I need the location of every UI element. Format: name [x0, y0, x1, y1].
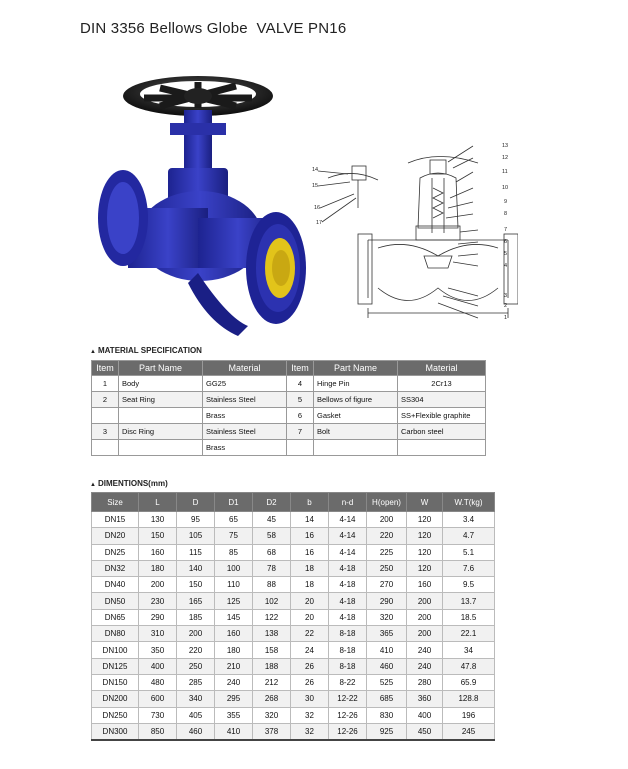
table-cell: 138 [253, 626, 291, 642]
table-cell: 24 [291, 642, 329, 658]
table-cell: 7 [287, 424, 314, 440]
table-cell: DN300 [92, 723, 139, 740]
drawing-label: 12 [502, 155, 509, 161]
table-cell: 160 [407, 577, 443, 593]
header-cell: Item [287, 361, 314, 376]
drawing-label: 14 [312, 167, 319, 173]
table-cell: 180 [215, 642, 253, 658]
table-cell: Body [119, 376, 203, 392]
table-cell: 95 [177, 512, 215, 528]
table-cell: 250 [177, 658, 215, 674]
header-cell: W [407, 493, 443, 512]
table-cell: 225 [367, 544, 407, 560]
header-cell: b [291, 493, 329, 512]
table-cell: 128.8 [443, 691, 495, 707]
table-cell: 4-18 [329, 577, 367, 593]
table-cell: 140 [177, 560, 215, 576]
table-cell: 26 [291, 674, 329, 690]
table-cell: GG25 [203, 376, 287, 392]
table-cell: 12-26 [329, 707, 367, 723]
table-cell: 378 [253, 723, 291, 740]
table-row [92, 512, 495, 528]
table-cell: Disc Ring [119, 424, 203, 440]
table-cell: 75 [215, 528, 253, 544]
header-cell: Part Name [119, 361, 203, 376]
table-cell: Bellows of figure [314, 392, 398, 408]
drawing-label: 9 [504, 199, 508, 205]
table-cell: 122 [253, 609, 291, 625]
table-cell: DN150 [92, 674, 139, 690]
table-cell: 220 [177, 642, 215, 658]
table-cell: 125 [215, 593, 253, 609]
table-cell: 160 [215, 626, 253, 642]
table-cell: DN125 [92, 658, 139, 674]
header-cell: L [139, 493, 177, 512]
table-cell: 525 [367, 674, 407, 690]
table-cell: 268 [253, 691, 291, 707]
table-cell: 285 [177, 674, 215, 690]
table-cell: 18 [291, 577, 329, 593]
table-cell: 480 [139, 674, 177, 690]
drawing-label: 6 [504, 239, 508, 245]
table-cell: 600 [139, 691, 177, 707]
table-row [92, 560, 495, 576]
table-cell: 210 [215, 658, 253, 674]
drawing-label: 15 [312, 183, 319, 189]
table-cell: 14 [291, 512, 329, 528]
table-row [92, 609, 495, 625]
table-cell: 4-14 [329, 544, 367, 560]
drawing-label: 2 [504, 303, 508, 309]
table-cell: DN250 [92, 707, 139, 723]
table-cell: 30 [291, 691, 329, 707]
table-cell: 115 [177, 544, 215, 560]
table-cell: 160 [139, 544, 177, 560]
table-cell: 850 [139, 723, 177, 740]
table-cell: 12-26 [329, 723, 367, 740]
drawing-label: 7 [504, 227, 508, 233]
table-cell: Bolt [314, 424, 398, 440]
table-cell: 120 [407, 512, 443, 528]
table-cell: Gasket [314, 408, 398, 424]
drawing-label: 16 [314, 205, 321, 211]
table-cell: 7.6 [443, 560, 495, 576]
table-cell: 120 [407, 528, 443, 544]
header-cell: Size [92, 493, 139, 512]
table-cell: 200 [139, 577, 177, 593]
table-row [92, 642, 495, 658]
table-cell: 200 [407, 593, 443, 609]
table-cell: 730 [139, 707, 177, 723]
table-cell: 4-18 [329, 593, 367, 609]
table-cell [119, 440, 203, 456]
table-cell: 410 [215, 723, 253, 740]
header-cell: Part Name [314, 361, 398, 376]
table-cell: 340 [177, 691, 215, 707]
table-row [92, 392, 486, 408]
table-cell: 310 [139, 626, 177, 642]
table-cell: DN40 [92, 577, 139, 593]
table-cell: 460 [177, 723, 215, 740]
table-cell: 26 [291, 658, 329, 674]
table-row [92, 376, 486, 392]
table-cell: 78 [253, 560, 291, 576]
table-cell: 200 [407, 609, 443, 625]
header-cell: Material [398, 361, 486, 376]
table-cell: 20 [291, 593, 329, 609]
valve-photo [88, 68, 308, 348]
table-row [92, 674, 495, 690]
table-row [92, 424, 486, 440]
material-table [91, 360, 486, 456]
table-cell: 360 [407, 691, 443, 707]
table-cell: 16 [291, 544, 329, 560]
table-row [92, 544, 495, 560]
table-cell: Stainless Steel [203, 424, 287, 440]
table-cell: 105 [177, 528, 215, 544]
table-row [92, 707, 495, 723]
table-cell: 8-18 [329, 642, 367, 658]
material-section-label: MATERIAL SPECIFICATION [97, 346, 202, 355]
table-cell [119, 408, 203, 424]
table-cell: 925 [367, 723, 407, 740]
table-cell: 47.8 [443, 658, 495, 674]
table-cell: 85 [215, 544, 253, 560]
table-cell [398, 440, 486, 456]
table-row [92, 408, 486, 424]
table-cell: 120 [407, 560, 443, 576]
table-cell: 4-14 [329, 512, 367, 528]
header-cell: Item [92, 361, 119, 376]
table-cell [92, 440, 119, 456]
table-cell: 450 [407, 723, 443, 740]
table-cell: Stainless Steel [203, 392, 287, 408]
table-cell [92, 408, 119, 424]
drawing-label: 3 [504, 293, 508, 299]
table-cell: 8-22 [329, 674, 367, 690]
table-cell: 88 [253, 577, 291, 593]
table-cell: 3.4 [443, 512, 495, 528]
table-cell: 230 [139, 593, 177, 609]
table-cell: DN100 [92, 642, 139, 658]
dimensions-section-label: DIMENTIONS(mm) [97, 479, 168, 488]
table-row [92, 691, 495, 707]
table-cell: 58 [253, 528, 291, 544]
page-title: DIN 3356 Bellows Globe VALVE PN16 [80, 20, 347, 37]
drawing-label: 11 [502, 169, 508, 175]
table-cell: 185 [177, 609, 215, 625]
table-cell: 4 [287, 376, 314, 392]
table-cell: 250 [367, 560, 407, 576]
table-cell: DN200 [92, 691, 139, 707]
table-cell: 165 [177, 593, 215, 609]
drawing-label: 1 [504, 315, 508, 321]
header-cell: Material [203, 361, 287, 376]
table-cell: 400 [407, 707, 443, 723]
table-cell: 290 [367, 593, 407, 609]
table-cell: 220 [367, 528, 407, 544]
table-cell: 130 [139, 512, 177, 528]
table-row [92, 723, 495, 740]
table-cell: 200 [177, 626, 215, 642]
table-cell: 280 [407, 674, 443, 690]
table-cell: 32 [291, 723, 329, 740]
table-cell: 460 [367, 658, 407, 674]
table-cell: 145 [215, 609, 253, 625]
table-cell: Hinge Pin [314, 376, 398, 392]
table-cell: 20 [291, 609, 329, 625]
table-cell [287, 440, 314, 456]
header-cell: H(open) [367, 493, 407, 512]
table-cell: 158 [253, 642, 291, 658]
material-header-row [92, 361, 486, 376]
table-row [92, 658, 495, 674]
table-cell: 13.7 [443, 593, 495, 609]
table-cell: 320 [367, 609, 407, 625]
table-cell: DN32 [92, 560, 139, 576]
table-cell: 4-18 [329, 609, 367, 625]
table-cell: 270 [367, 577, 407, 593]
table-cell [314, 440, 398, 456]
table-cell: 6 [287, 408, 314, 424]
table-cell: 350 [139, 642, 177, 658]
table-cell: 34 [443, 642, 495, 658]
header-cell: D1 [215, 493, 253, 512]
table-cell: Seat Ring [119, 392, 203, 408]
drawing-label: 8 [504, 211, 508, 217]
table-cell: DN25 [92, 544, 139, 560]
table-cell: 18 [291, 560, 329, 576]
table-cell: 200 [367, 512, 407, 528]
dimensions-table [91, 492, 495, 741]
table-row [92, 528, 495, 544]
table-cell: 8-18 [329, 626, 367, 642]
table-cell: 150 [177, 577, 215, 593]
cross-section-drawing [308, 138, 518, 344]
drawing-label: 13 [502, 143, 509, 149]
drawing-label: 17 [316, 220, 323, 226]
table-cell: Brass [203, 440, 287, 456]
table-cell: 4-14 [329, 528, 367, 544]
table-cell: 68 [253, 544, 291, 560]
table-cell: 196 [443, 707, 495, 723]
table-row [92, 593, 495, 609]
table-cell: 830 [367, 707, 407, 723]
table-cell: 400 [139, 658, 177, 674]
table-cell: Brass [203, 408, 287, 424]
table-cell: 18.5 [443, 609, 495, 625]
table-row [92, 577, 495, 593]
table-cell: 100 [215, 560, 253, 576]
table-row [92, 626, 495, 642]
table-cell: 150 [139, 528, 177, 544]
table-cell: 212 [253, 674, 291, 690]
table-cell: 45 [253, 512, 291, 528]
material-section-title: ▲ MATERIAL SPECIFICATION [90, 346, 202, 355]
table-cell: 8-18 [329, 658, 367, 674]
table-cell: 3 [92, 424, 119, 440]
table-cell: 120 [407, 544, 443, 560]
table-cell: 365 [367, 626, 407, 642]
header-cell: n-d [329, 493, 367, 512]
table-cell: 295 [215, 691, 253, 707]
table-row [92, 440, 486, 456]
table-cell: 410 [367, 642, 407, 658]
table-cell: 12-22 [329, 691, 367, 707]
table-cell: 355 [215, 707, 253, 723]
drawing-label: 5 [504, 251, 508, 257]
table-cell: 2Cr13 [398, 376, 486, 392]
table-cell: 2 [92, 392, 119, 408]
table-cell: 200 [407, 626, 443, 642]
header-cell: W.T(kg) [443, 493, 495, 512]
table-cell: 5.1 [443, 544, 495, 560]
table-cell: 405 [177, 707, 215, 723]
table-cell: 290 [139, 609, 177, 625]
table-cell: 102 [253, 593, 291, 609]
table-cell: DN15 [92, 512, 139, 528]
table-cell: 1 [92, 376, 119, 392]
table-cell: 110 [215, 577, 253, 593]
table-cell: 5 [287, 392, 314, 408]
table-cell: 240 [215, 674, 253, 690]
table-cell: 4-18 [329, 560, 367, 576]
table-cell: Carbon steel [398, 424, 486, 440]
table-cell: 320 [253, 707, 291, 723]
table-cell: DN65 [92, 609, 139, 625]
table-cell: 22 [291, 626, 329, 642]
table-cell: 65 [215, 512, 253, 528]
header-cell: D2 [253, 493, 291, 512]
table-cell: 188 [253, 658, 291, 674]
table-cell: SS304 [398, 392, 486, 408]
table-cell: DN20 [92, 528, 139, 544]
table-cell: 240 [407, 658, 443, 674]
table-cell: SS+Flexible graphite [398, 408, 486, 424]
header-cell: D [177, 493, 215, 512]
table-cell: 685 [367, 691, 407, 707]
table-cell: 9.5 [443, 577, 495, 593]
table-cell: 4.7 [443, 528, 495, 544]
table-cell: 16 [291, 528, 329, 544]
table-cell: 180 [139, 560, 177, 576]
drawing-label: 4 [504, 263, 508, 269]
drawing-label: 10 [502, 185, 509, 191]
table-cell: DN80 [92, 626, 139, 642]
table-cell: 240 [407, 642, 443, 658]
table-cell: DN50 [92, 593, 139, 609]
table-cell: 32 [291, 707, 329, 723]
table-cell: 65.9 [443, 674, 495, 690]
table-cell: 22.1 [443, 626, 495, 642]
table-cell: 245 [443, 723, 495, 740]
dimensions-section-title: ▲ DIMENTIONS(mm) [90, 479, 168, 488]
dimensions-header-row [92, 493, 495, 512]
